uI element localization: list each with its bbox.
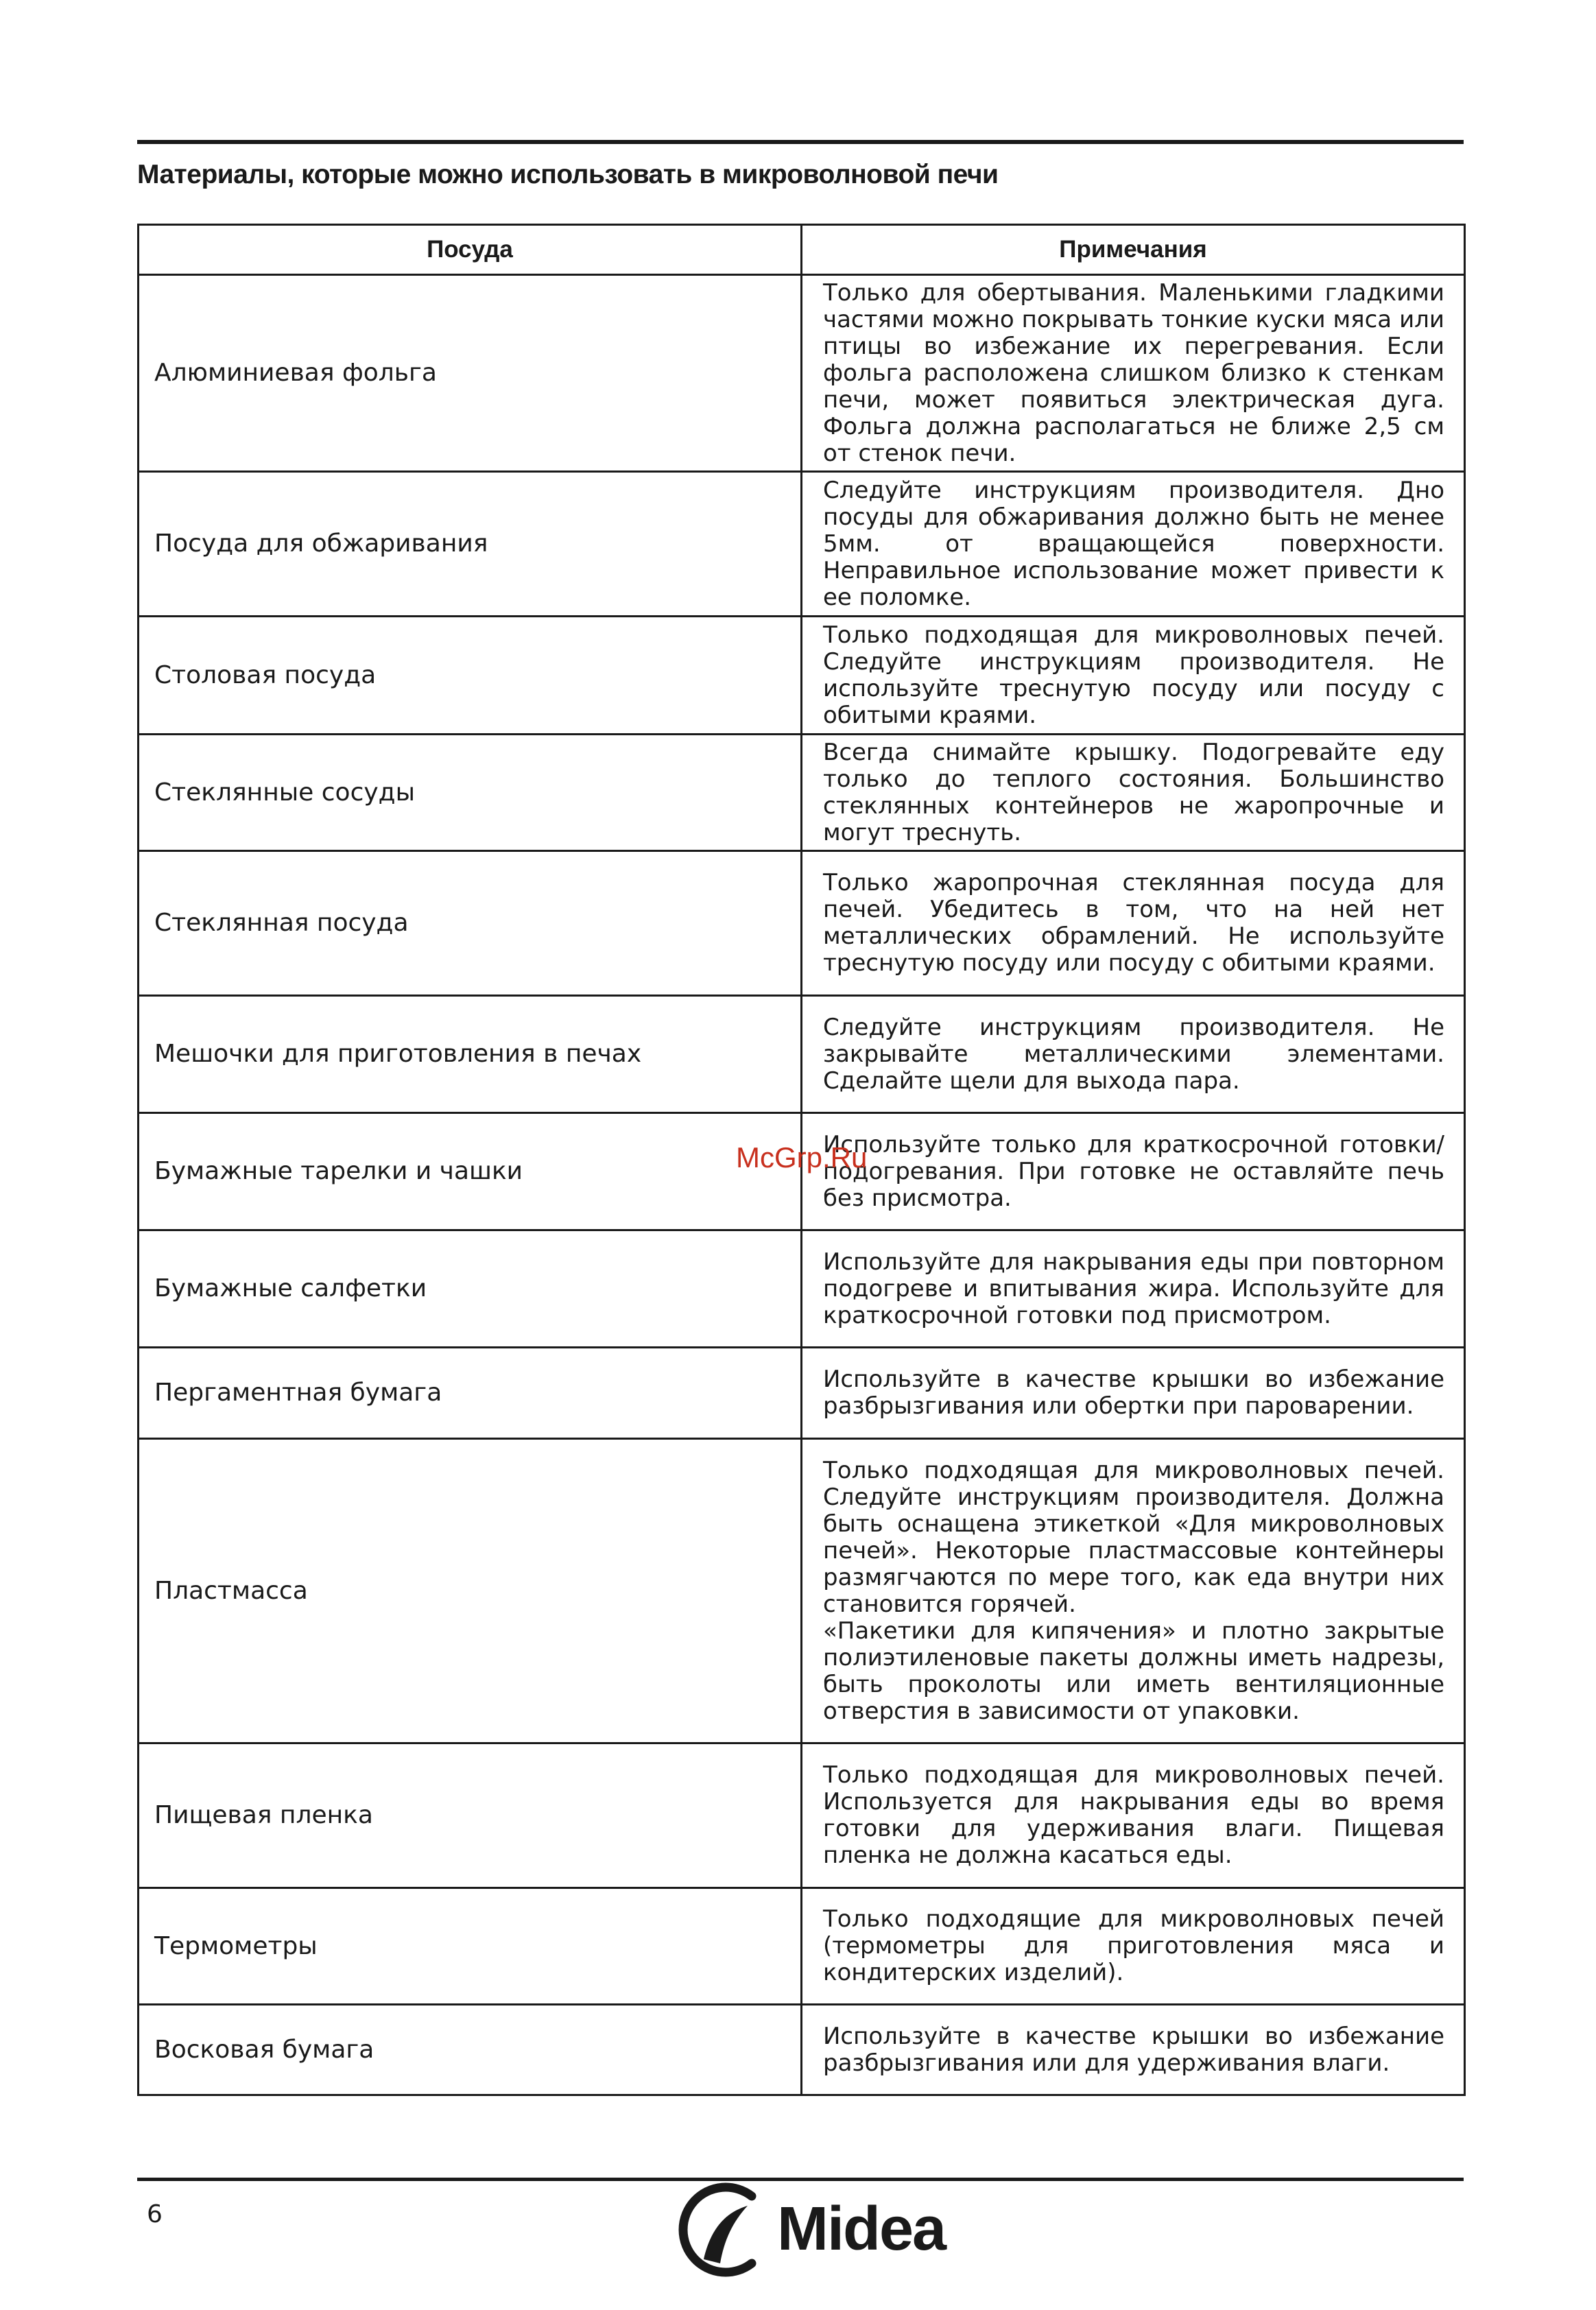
column-header-notes: Примечания (802, 225, 1465, 275)
note-cell: Следуйте инструкциям производителя. Не закрывайте металлическими элементами. Сделайте щели для выхода пара. (802, 996, 1465, 1113)
midea-logo (671, 2182, 946, 2278)
table-row (139, 1888, 1465, 2005)
dish-cell: Посуда для обжаривания (139, 472, 802, 617)
dish-cell: Восковая бумага (139, 2005, 802, 2095)
section-heading: Материалы, которые можно использовать в микроволновой печи (137, 160, 999, 189)
dish-cell: Алюминиевая фольга (139, 275, 802, 472)
table-row (139, 996, 1465, 1113)
dish-cell: Термометры (139, 1888, 802, 2005)
table-row (139, 1743, 1465, 1888)
bottom-rule (137, 2178, 1464, 2181)
note-cell: Только подходящая для микроволновых печей. Следуйте инструкциям производителя. Не используйте треснутую посуду или посуду с обитыми краями. (802, 617, 1465, 735)
table-row (139, 851, 1465, 996)
note-cell: Используйте только для краткосрочной готовки/подогревания. При готовке не оставляйте печь без присмотра. (802, 1113, 1465, 1230)
dish-cell: Пергаментная бумага (139, 1348, 802, 1439)
page-number: 6 (147, 2200, 163, 2228)
dish-cell: Столовая посуда (139, 617, 802, 735)
note-cell: Следуйте инструкциям производителя. Дно посуды для обжаривания должно быть не менее 5мм. от вращающейся поверхности. Неправильное использование может привести к ее поломке. (802, 472, 1465, 617)
note-cell: Только жаропрочная стеклянная посуда для печей. Убедитесь в том, что на ней нет металлических обрамлений. Не используйте треснутую посуду или посуду с обитыми краями. (802, 851, 1465, 996)
midea-swirl-icon (671, 2182, 774, 2278)
dish-cell: Пластмасса (139, 1439, 802, 1743)
table-row (139, 2005, 1465, 2095)
note-cell: Только для обертывания. Маленькими гладкими частями можно покрывать тонкие куски мяса или птицы во избежание их перегревания. Если фольга расположена слишком близко к стенкам печи, может появиться электрическая дуга. Фольга должна располагаться не ближе 2,5 см от стенок печи. (802, 275, 1465, 472)
note-cell: Всегда снимайте крышку. Подогревайте еду только до теплого состояния. Большинство стеклянных контейнеров не жаропрочные и могут треснуть. (802, 735, 1465, 851)
dish-cell: Бумажные салфетки (139, 1230, 802, 1348)
note-cell: Используйте в качестве крышки во избежание разбрызгивания или для удерживания влаги. (802, 2005, 1465, 2095)
dish-cell: Стеклянные сосуды (139, 735, 802, 851)
note-cell: Только подходящая для микроволновых печей. Используется для накрывания еды во время готовки для удерживания влаги. Пищевая пленка не должна касаться еды. (802, 1743, 1465, 1888)
table-row (139, 1230, 1465, 1348)
note-cell: Только подходящие для микроволновых печей (термометры для приготовления мяса и кондитерских изделий). (802, 1888, 1465, 2005)
dish-cell: Бумажные тарелки и чашки (139, 1113, 802, 1230)
dish-cell: Мешочки для приготовления в печах (139, 996, 802, 1113)
table-row (139, 617, 1465, 735)
table-row (139, 1439, 1465, 1743)
table-row (139, 1348, 1465, 1439)
table-row (139, 472, 1465, 617)
table-row (139, 735, 1465, 851)
top-rule (137, 140, 1464, 144)
note-cell: Используйте в качестве крышки во избежание разбрызгивания или обертки при пароварении. (802, 1348, 1465, 1439)
table-header-row (139, 225, 1465, 275)
watermark: McGrp.Ru (736, 1141, 868, 1174)
note-cell: Используйте для накрывания еды при повторном подогреве и впитывания жира. Используйте для краткосрочной готовки под присмотром. (802, 1230, 1465, 1348)
note-cell: Только подходящая для микроволновых печей. Следуйте инструкциям производителя. Должна быть оснащена этикеткой «Для микроволновых печей». Некоторые пластмассовые контейнеры размягчаются по мере того, как еда внутри них становится горячей. «Пакетики для кипячения» и плотно закрытые полиэтиленовые пакеты должны иметь надрезы, быть проколоты или иметь вентиляционные отверстия в зависимости от упаковки. (802, 1439, 1465, 1743)
dish-cell: Пищевая пленка (139, 1743, 802, 1888)
dish-cell: Стеклянная посуда (139, 851, 802, 996)
brand-wordmark: Midea (777, 2195, 946, 2263)
table-row (139, 275, 1465, 472)
column-header-dish: Посуда (139, 225, 802, 275)
